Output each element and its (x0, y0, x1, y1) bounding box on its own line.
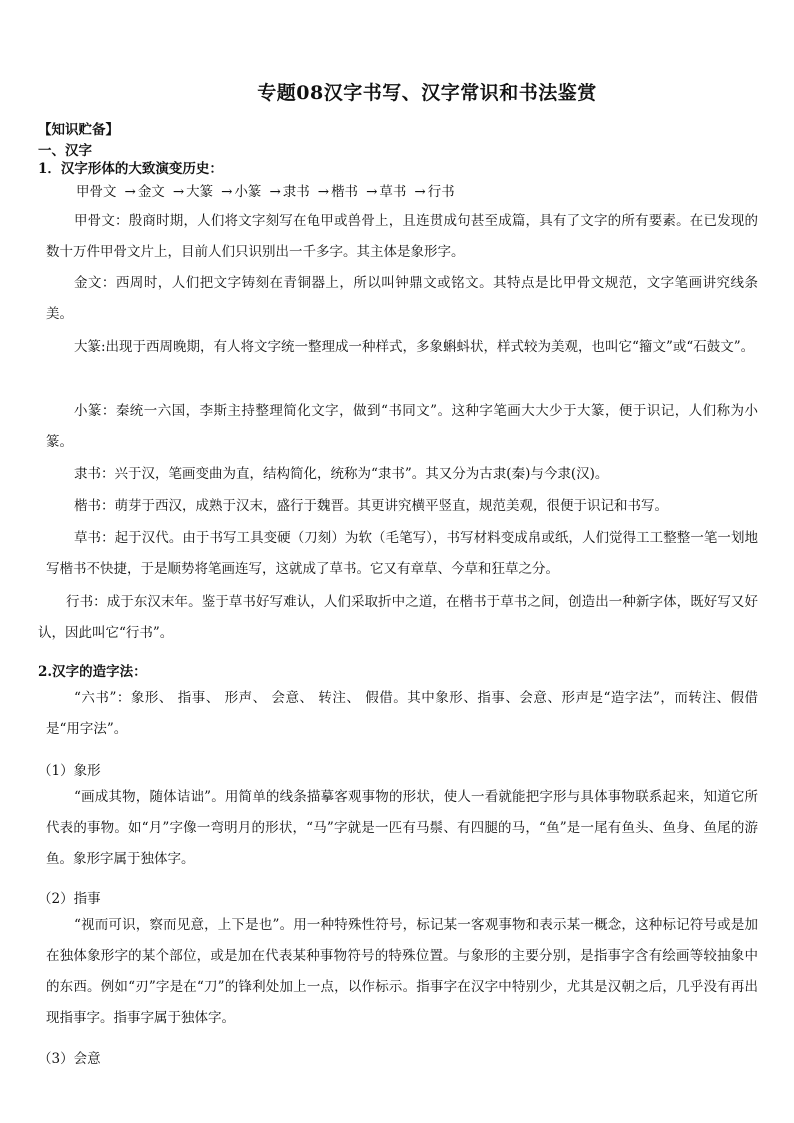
page-title: 专题08汉字书写、汉字常识和书法鉴赏 (257, 82, 597, 104)
evolution-item: 大篆 (186, 184, 214, 200)
section-heading-one: 一、汉字 (38, 143, 92, 159)
paragraph-xingshu: 行书：成于东汉末年。鉴于草书好写难认，人们采取折中之道，在楷书于草书之间，创造出一种新字体，既好写又好认，因此叫它“行书”。 (38, 594, 758, 641)
evolution-item: 隶书 (282, 184, 310, 200)
paragraph-lishu: 隶书：兴于汉，笔画变曲为直，结构简化，统称为“隶书”。其又分为古隶(秦)与今隶(汉)。 (74, 466, 609, 482)
paragraph-zhishi: “视而可识，察而见意，上下是也”。用一种特殊性符号，标记某一客观事物和表示某一概念，这种标记符号或是加在独体象形字的某个部位，或是加在代表某种事物符号的特殊位置。与象形的主要分别，是指事字含有绘画等较抽象中的东西。例如“刃”字是在“刀”的锋利处加上一点，以作标示。指事字在汉字中特别少，尤其是汉朝之后，几乎没有再出现指事字。指事字属于独体字。 (46, 917, 758, 1026)
arrow-icon: → (366, 184, 378, 200)
evolution-item: 甲骨文 (76, 184, 117, 200)
heading-evolution: 1．汉字形体的大致演变历史： (38, 161, 223, 177)
evolution-item: 小篆 (234, 184, 262, 200)
arrow-icon: → (269, 184, 281, 200)
arrow-icon: → (172, 184, 185, 200)
arrow-icon: → (124, 184, 136, 200)
evolution-item: 金文 (137, 184, 165, 200)
arrow-icon: → (221, 184, 233, 200)
evolution-item: 草书 (379, 184, 407, 200)
paragraph-jinwen: 金文：西周时，人们把文字铸刻在青铜器上，所以叫钟鼎文或铭文。其特点是比甲骨文规范，文字笔画讲究线条美。 (46, 275, 758, 322)
heading-zaozifa: 2.汉字的造字法： (38, 664, 147, 680)
paragraph-xiangxing: “画成其物，随体诘诎”。用简单的线条描摹客观事物的形状，使人一看就能把字形与具体事物联系起来，知道它所代表的事物。如“月”字像一弯明月的形状，“马”字就是一匹有马鬃、有四腿的马，“鱼”是一尾有鱼头、鱼身、鱼尾的游鱼。象形字属于独体字。 (46, 789, 758, 867)
evolution-chain (76, 180, 457, 200)
arrow-icon: → (414, 184, 426, 200)
paragraph-liushu: “六书”：象形、 指事、 形声、 会意、 转注、 假借。其中象形、指事、会意、形声是“造字法”，而转注、假借是“用字法”。 (46, 690, 758, 737)
subheading-xiangxing: （1）象形 (38, 763, 101, 779)
paragraph-xiaozhuan: 小篆：秦统一六国，李斯主持整理简化文字，做到“书同文”。这种字笔画大大少于大篆，便于识记，人们称为小篆。 (46, 403, 758, 450)
evolution-item: 楷书 (331, 184, 359, 200)
paragraph-jiaguwen: 甲骨文：殷商时期，人们将文字刻写在龟甲或兽骨上，且连贯成句甚至成篇，具有了文字的所有要素。在已发现的数十万件甲骨文片上，目前人们只识别出一千多字。其主体是象形字。 (46, 213, 758, 260)
paragraph-kaishu: 楷书：萌芽于西汉，成熟于汉末，盛行于魏晋。其更讲究横平竖直，规范美观，很便于识记和书写。 (74, 498, 668, 514)
paragraph-dazhuan: 大篆:出现于西周晚期，有人将文字统一整理成一种样式，多象蝌蚪状，样式较为美观，也叫它“籀文”或“石鼓文”。 (74, 339, 755, 355)
arrow-icon: → (317, 184, 330, 200)
subheading-huiyi: （3）会意 (38, 1051, 101, 1067)
section-knowledge: 【知识贮备】 (38, 122, 119, 138)
evolution-item: 行书 (427, 184, 455, 200)
paragraph-caoshu: 草书：起于汉代。由于书写工具变硬（刀刻）为软（毛笔写），书写材料变成帛或纸，人们觉得工工整整一笔一划地写楷书不快捷，于是顺势将笔画连写，这就成了草书。它又有章草、今草和狂草之分。 (46, 530, 758, 577)
subheading-zhishi: （2）指事 (38, 891, 101, 907)
